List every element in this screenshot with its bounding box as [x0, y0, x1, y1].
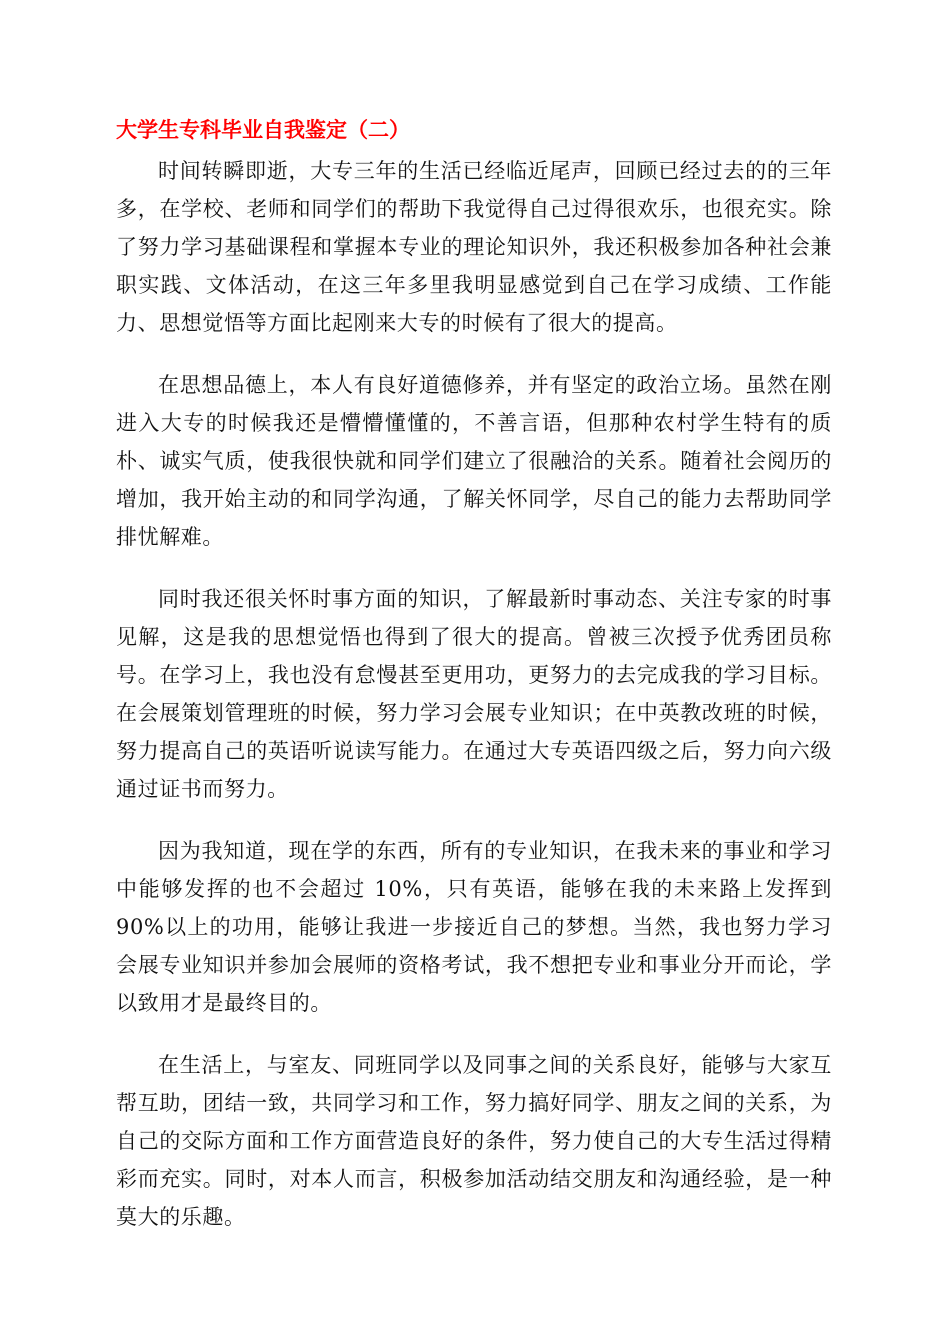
paragraph-moral-character: 在思想品德上，本人有良好道德修养，并有坚定的政治立场。虽然在刚进入大专的时候我还是懵懵懂懂的，不善言语，但那种农村学生特有的质朴、诚实气质，使我很快就和同学们建立了很融洽的关系。随着社会阅历的增加，我开始主动的和同学沟通，了解关怀同学，尽自己的能力去帮助同学排忧解难。: [116, 373, 832, 549]
section-title: 大学生专科毕业自我鉴定（二）: [116, 118, 410, 142]
paragraph-english: 因为我知道，现在学的东西，所有的专业知识，在我未来的事业和学习中能够发挥的也不会超过 10%，只有英语，能够在我的未来路上发挥到 90%以上的功用，能够让我进一步接近自己的梦想。当然，我也努力学习会展专业知识并参加会展师的资格考试，我不想把专业和事业分开而论，学以致用才是最终目的。: [116, 839, 832, 1015]
paragraph-life: 在生活上，与室友、同班同学以及同事之间的关系良好，能够与大家互帮互助，团结一致，共同学习和工作，努力搞好同学、朋友之间的关系，为自己的交际方面和工作方面营造良好的条件，努力使自己的大专生活过得精彩而充实。同时，对本人而言，积极参加活动结交朋友和沟通经验，是一种莫大的乐趣。: [116, 1053, 832, 1229]
document-body: [116, 112, 832, 1260]
paragraph-study: 同时我还很关怀时事方面的知识，了解最新时事动态、关注专家的时事见解，这是我的思想觉悟也得到了很大的提高。曾被三次授予优秀团员称号。在学习上，我也没有怠慢甚至更用功，更努力的去完成我的学习目标。在会展策划管理班的时候，努力学习会展专业知识；在中英教改班的时候，努力提高自己的英语听说读写能力。在通过大专英语四级之后，努力向六级通过证书而努力。: [116, 587, 832, 801]
paragraph-intro: 时间转瞬即逝，大专三年的生活已经临近尾声，回顾已经过去的的三年多，在学校、老师和同学们的帮助下我觉得自己过得很欢乐，也很充实。除了努力学习基础课程和掌握本专业的理论知识外，我还积极参加各种社会兼职实践、文体活动，在这三年多里我明显感觉到自己在学习成绩、工作能力、思想觉悟等方面比起刚来大专的时候有了很大的提高。: [116, 159, 832, 335]
